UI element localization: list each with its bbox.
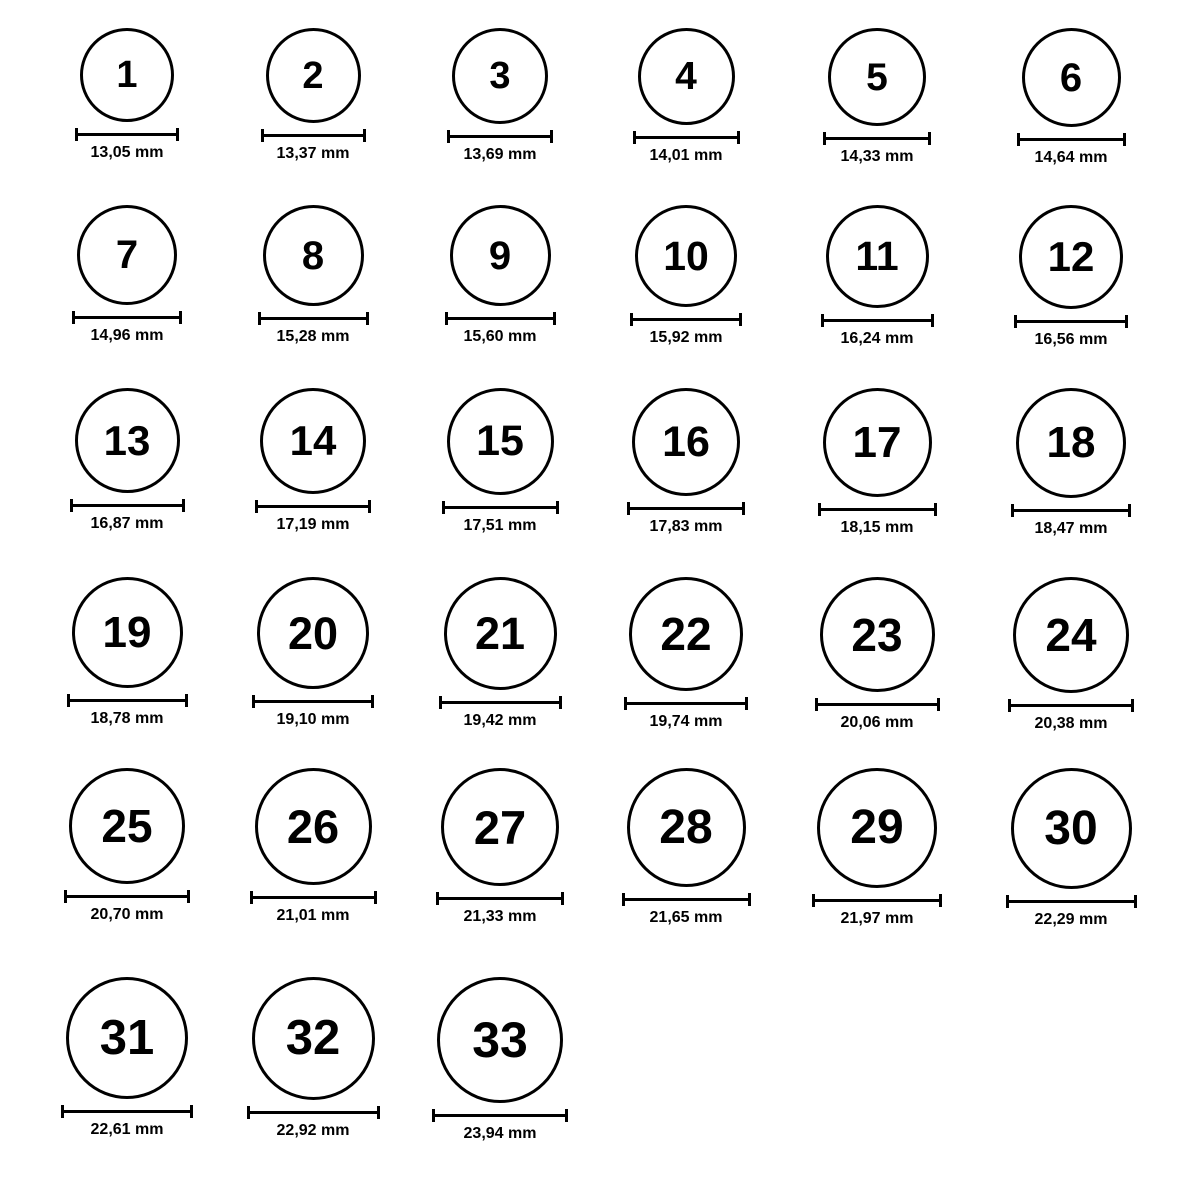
ruler-bar	[432, 1114, 568, 1117]
ring-size-number: 17	[852, 417, 902, 467]
ruler-right-cap	[368, 500, 371, 513]
diameter-ruler-icon	[630, 313, 742, 325]
ring-circle	[826, 205, 929, 308]
ring-size-cell	[54, 768, 200, 924]
ring-size-number: 30	[1044, 801, 1098, 855]
ring-size-number: 16	[662, 417, 710, 466]
ring-size-number: 27	[473, 800, 527, 854]
ring-size-cell	[245, 388, 381, 534]
ruler-right-cap	[1128, 504, 1131, 517]
ruler-bar	[252, 700, 374, 703]
ruler-right-cap	[176, 128, 179, 141]
ring-size-number: 24	[1045, 609, 1097, 661]
diameter-ruler-icon	[75, 128, 179, 140]
ring-size-cell	[623, 28, 750, 165]
ruler-right-cap	[559, 696, 562, 709]
diameter-ruler-icon	[624, 697, 748, 709]
ring-size-cell	[437, 28, 563, 164]
ring-circle	[1011, 768, 1132, 889]
diameter-ruler-icon	[252, 695, 374, 707]
diameter-ruler-icon	[815, 698, 940, 710]
ruler-right-cap	[748, 893, 751, 906]
ring-size-cell	[612, 768, 761, 927]
ring-circle	[80, 28, 174, 122]
ring-size-cell	[251, 28, 376, 163]
ruler-right-cap	[565, 1109, 568, 1122]
ring-size-cell	[60, 388, 195, 533]
diameter-ruler-icon	[61, 1105, 193, 1117]
ring-size-number: 19	[102, 607, 152, 657]
diameter-ruler-icon	[812, 894, 942, 906]
diameter-ruler-icon	[1011, 504, 1131, 516]
ring-size-number: 9	[488, 233, 512, 278]
ring-diameter-label: 17,83 mm	[649, 518, 723, 535]
diameter-ruler-icon	[633, 131, 740, 143]
ruler-bar	[815, 703, 940, 706]
ring-size-cell	[617, 388, 755, 536]
ruler-right-cap	[185, 694, 188, 707]
ring-size-number: 18	[1046, 418, 1096, 467]
ruler-right-cap	[739, 313, 742, 326]
ring-circle	[452, 28, 548, 124]
ruler-right-cap	[374, 891, 377, 904]
diameter-ruler-icon	[1014, 315, 1128, 327]
diameter-ruler-icon	[818, 503, 937, 515]
ring-diameter-label: 21,33 mm	[463, 908, 537, 925]
diameter-ruler-icon	[1006, 895, 1137, 907]
ring-circle	[252, 977, 375, 1100]
ruler-right-cap	[371, 695, 374, 708]
diameter-ruler-icon	[67, 694, 188, 706]
ruler-right-cap	[179, 311, 182, 324]
ring-size-cell	[237, 977, 390, 1140]
ring-size-cell	[432, 388, 569, 535]
ring-diameter-label: 17,19 mm	[276, 516, 350, 533]
ring-circle	[817, 768, 937, 888]
ruler-bar	[261, 134, 366, 137]
ruler-right-cap	[377, 1106, 380, 1119]
ring-diameter-label: 14,64 mm	[1034, 149, 1108, 166]
ring-circle	[260, 388, 366, 494]
diameter-ruler-icon	[823, 132, 931, 144]
ring-size-cell	[426, 768, 574, 926]
ring-size-number: 1	[116, 54, 138, 96]
ruler-bar	[1011, 509, 1131, 512]
ring-circle	[638, 28, 735, 125]
ruler-right-cap	[742, 502, 745, 515]
ruler-right-cap	[363, 129, 366, 142]
ring-circle	[1013, 577, 1129, 693]
ring-size-number: 8	[301, 233, 325, 278]
ruler-bar	[258, 317, 369, 320]
ruler-right-cap	[187, 890, 190, 903]
ring-size-cell	[811, 205, 944, 348]
ring-diameter-label: 21,65 mm	[649, 909, 723, 926]
ring-diameter-label: 15,92 mm	[649, 329, 723, 346]
ruler-right-cap	[1134, 895, 1137, 908]
ring-circle	[77, 205, 177, 305]
ring-size-number: 28	[659, 800, 713, 854]
ruler-right-cap	[737, 131, 740, 144]
ring-size-number: 33	[472, 1012, 528, 1068]
ring-size-cell	[422, 977, 578, 1143]
ring-circle	[266, 28, 361, 123]
ring-size-number: 6	[1059, 55, 1083, 100]
ring-diameter-label: 22,61 mm	[90, 1121, 164, 1138]
ring-size-cell	[998, 577, 1144, 733]
ring-size-cell	[429, 577, 572, 730]
diameter-ruler-icon	[627, 502, 745, 514]
ring-circle	[823, 388, 932, 497]
ruler-bar	[70, 504, 185, 507]
ring-size-number: 2	[302, 54, 324, 97]
ring-circle	[1022, 28, 1121, 127]
ring-size-number: 20	[287, 607, 339, 659]
ring-circle	[1019, 205, 1123, 309]
ring-diameter-label: 18,47 mm	[1034, 520, 1108, 537]
ring-size-cell	[802, 768, 952, 928]
ruler-right-cap	[1131, 699, 1134, 712]
diameter-ruler-icon	[261, 129, 366, 141]
ruler-bar	[622, 898, 751, 901]
ring-size-number: 5	[866, 55, 888, 99]
ring-size-cell	[808, 388, 947, 537]
ruler-bar	[61, 1110, 193, 1113]
ruler-bar	[630, 318, 742, 321]
ruler-bar	[633, 136, 740, 139]
ruler-bar	[821, 319, 934, 322]
ruler-right-cap	[182, 499, 185, 512]
ring-diameter-label: 19,74 mm	[649, 713, 723, 730]
ring-diameter-label: 20,38 mm	[1034, 715, 1108, 732]
ring-size-cell	[1004, 205, 1138, 349]
ring-diameter-label: 22,92 mm	[276, 1122, 350, 1139]
ruler-right-cap	[931, 314, 934, 327]
ring-circle	[66, 977, 188, 1099]
ring-size-number: 15	[476, 417, 524, 465]
ruler-bar	[818, 508, 937, 511]
ring-circle	[257, 577, 369, 689]
ring-diameter-label: 14,33 mm	[840, 148, 914, 165]
ruler-bar	[72, 316, 182, 319]
ruler-bar	[250, 896, 377, 899]
ring-size-number: 3	[489, 55, 511, 97]
ruler-bar	[75, 133, 179, 136]
diameter-ruler-icon	[432, 1109, 568, 1121]
ruler-right-cap	[366, 312, 369, 325]
ring-circle	[632, 388, 740, 496]
ruler-right-cap	[190, 1105, 193, 1118]
diameter-ruler-icon	[622, 893, 751, 905]
diameter-ruler-icon	[821, 314, 934, 326]
ring-diameter-label: 14,01 mm	[649, 147, 723, 164]
ring-size-cell	[248, 205, 379, 346]
ruler-right-cap	[934, 503, 937, 516]
ring-size-number: 13	[103, 416, 151, 464]
ring-diameter-label: 16,24 mm	[840, 330, 914, 347]
ruler-bar	[247, 1111, 380, 1114]
ruler-bar	[436, 897, 564, 900]
ring-diameter-label: 18,78 mm	[90, 710, 164, 727]
ring-size-cell	[614, 577, 758, 731]
ring-size-cell	[435, 205, 566, 346]
ring-circle	[72, 577, 183, 688]
ruler-bar	[812, 899, 942, 902]
ring-size-number: 32	[285, 1011, 341, 1065]
ring-size-cell	[240, 768, 387, 925]
ring-size-cell	[57, 577, 198, 728]
ring-size-number: 23	[851, 608, 903, 661]
diameter-ruler-icon	[247, 1106, 380, 1118]
ruler-bar	[624, 702, 748, 705]
ring-circle	[1016, 388, 1126, 498]
ring-size-number: 4	[675, 55, 697, 98]
ring-circle	[629, 577, 743, 691]
ring-size-number: 7	[115, 233, 139, 277]
ring-diameter-label: 16,87 mm	[90, 515, 164, 532]
ruler-bar	[1014, 320, 1128, 323]
ring-size-cell	[242, 577, 384, 729]
ruler-bar	[442, 506, 559, 509]
diameter-ruler-icon	[445, 312, 556, 324]
ring-diameter-label: 17,51 mm	[463, 517, 537, 534]
ruler-right-cap	[937, 698, 940, 711]
ring-circle	[820, 577, 935, 692]
ruler-bar	[447, 135, 553, 138]
ring-size-cell	[62, 205, 192, 345]
ring-diameter-label: 20,70 mm	[90, 906, 164, 923]
ring-diameter-label: 14,96 mm	[90, 327, 164, 344]
ring-diameter-label: 23,94 mm	[463, 1125, 537, 1142]
ruler-right-cap	[745, 697, 748, 710]
ruler-bar	[439, 701, 562, 704]
diameter-ruler-icon	[70, 499, 185, 511]
ring-circle	[444, 577, 557, 690]
ring-circle	[69, 768, 185, 884]
ring-circle	[627, 768, 746, 887]
ring-size-cell	[996, 768, 1147, 929]
ruler-bar	[255, 505, 371, 508]
ring-size-cell	[805, 577, 950, 732]
ring-diameter-label: 18,15 mm	[840, 519, 914, 536]
diameter-ruler-icon	[258, 312, 369, 324]
ruler-right-cap	[550, 130, 553, 143]
ruler-right-cap	[561, 892, 564, 905]
ring-size-cell	[813, 28, 941, 166]
ring-diameter-label: 20,06 mm	[840, 714, 914, 731]
ruler-bar	[1006, 900, 1137, 903]
diameter-ruler-icon	[72, 311, 182, 323]
ruler-right-cap	[1123, 133, 1126, 146]
ring-circle	[75, 388, 180, 493]
ruler-right-cap	[928, 132, 931, 145]
diameter-ruler-icon	[436, 892, 564, 904]
ring-circle	[447, 388, 554, 495]
ruler-right-cap	[939, 894, 942, 907]
ring-circle	[255, 768, 372, 885]
ring-circle	[450, 205, 551, 306]
ring-diameter-label: 21,01 mm	[276, 907, 350, 924]
ring-size-number: 21	[474, 608, 526, 659]
ring-size-cell	[1007, 28, 1136, 167]
ring-circle	[441, 768, 559, 886]
ring-circle	[635, 205, 737, 307]
ring-size-cell	[1001, 388, 1141, 538]
ring-size-number: 12	[1047, 233, 1095, 280]
ring-diameter-label: 19,42 mm	[463, 712, 537, 729]
ring-size-cell	[65, 28, 189, 162]
ring-size-number: 10	[663, 232, 709, 279]
ruler-bar	[627, 507, 745, 510]
ruler-bar	[445, 317, 556, 320]
ring-circle	[437, 977, 563, 1103]
ring-diameter-label: 13,69 mm	[463, 146, 537, 163]
ring-diameter-label: 19,10 mm	[276, 711, 350, 728]
ring-diameter-label: 21,97 mm	[840, 910, 914, 927]
ring-size-number: 26	[286, 800, 340, 853]
ring-size-cell	[620, 205, 752, 347]
diameter-ruler-icon	[1008, 699, 1134, 711]
ring-diameter-label: 15,28 mm	[276, 328, 350, 345]
ring-diameter-label: 13,37 mm	[276, 145, 350, 162]
ring-size-number: 31	[99, 1010, 155, 1065]
ring-size-number: 11	[855, 233, 899, 279]
ruler-bar	[823, 137, 931, 140]
ring-size-number: 22	[660, 608, 712, 660]
ring-circle	[263, 205, 364, 306]
ruler-bar	[64, 895, 190, 898]
ring-circle	[828, 28, 926, 126]
diameter-ruler-icon	[439, 696, 562, 708]
ring-size-number: 14	[289, 417, 337, 464]
diameter-ruler-icon	[250, 891, 377, 903]
diameter-ruler-icon	[64, 890, 190, 902]
ruler-bar	[1017, 138, 1126, 141]
ring-size-number: 29	[850, 801, 904, 854]
ring-diameter-label: 22,29 mm	[1034, 911, 1108, 928]
diameter-ruler-icon	[1017, 133, 1126, 145]
diameter-ruler-icon	[447, 130, 553, 142]
ring-diameter-label: 13,05 mm	[90, 144, 164, 161]
ring-size-cell	[51, 977, 203, 1139]
diameter-ruler-icon	[442, 501, 559, 513]
ring-size-number: 25	[101, 800, 153, 852]
ring-diameter-label: 15,60 mm	[463, 328, 537, 345]
diameter-ruler-icon	[255, 500, 371, 512]
ruler-bar	[1008, 704, 1134, 707]
ring-diameter-label: 16,56 mm	[1034, 331, 1108, 348]
ruler-bar	[67, 699, 188, 702]
ruler-right-cap	[1125, 315, 1128, 328]
ruler-right-cap	[553, 312, 556, 325]
ruler-right-cap	[556, 501, 559, 514]
